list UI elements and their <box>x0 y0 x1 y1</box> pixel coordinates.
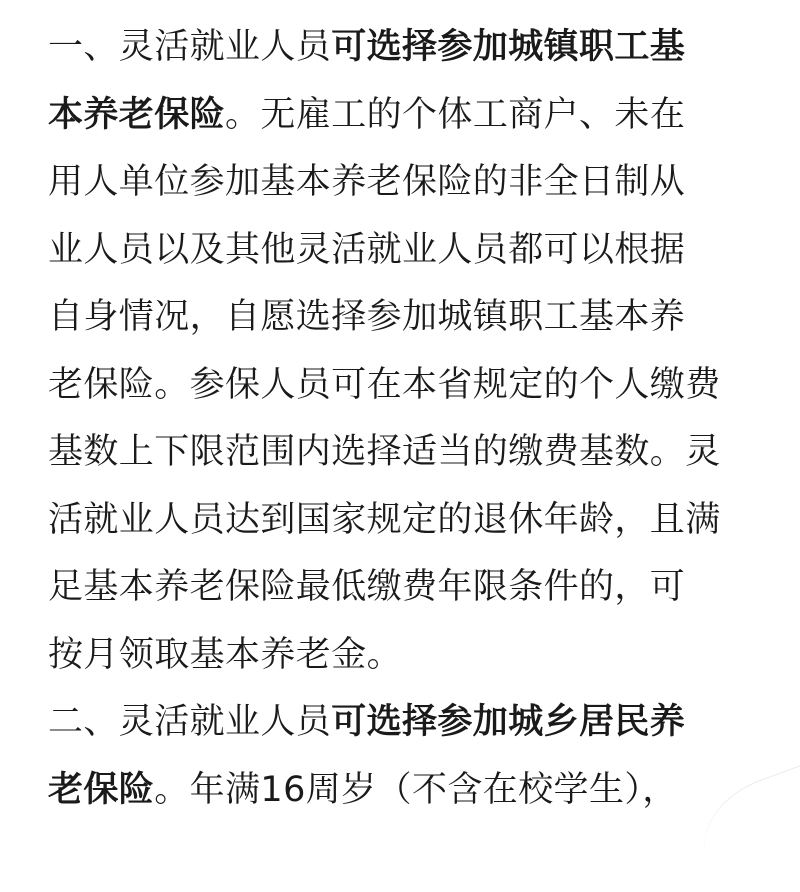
text-line <box>48 554 760 622</box>
text-run: 一、灵活就业人员 <box>48 27 332 67</box>
text-line <box>48 419 760 487</box>
text-line <box>48 352 760 420</box>
text-run: 按月领取基本养老金。 <box>48 634 403 675</box>
text-line <box>48 82 760 150</box>
text-run: 基数上下限范围内选择适当的缴费基数。灵 <box>48 432 721 472</box>
text-line <box>48 217 760 285</box>
text-line <box>48 14 760 82</box>
text-run: 。无雇工的个体工商户、未在 <box>225 94 686 135</box>
text-run: 活就业人员达到国家规定的退休年龄，且满 <box>48 499 721 540</box>
text-run: 足基本养老保险最低缴费年限条件的，可 <box>48 567 686 607</box>
paragraph-1 <box>48 14 760 689</box>
text-run: 用人单位参加基本养老保险的非全日制从 <box>48 162 686 202</box>
text-run: 业人员以及其他灵活就业人员都可以根据 <box>48 229 686 270</box>
text-run: 老保险。参保人员可在本省规定的个人缴费 <box>48 364 721 405</box>
bold-text-run: 可选择参加城镇职工基 <box>331 27 686 67</box>
text-run: 。年满16周岁（不含在校学生）， <box>154 769 678 810</box>
text-line <box>48 622 760 690</box>
paragraph-2 <box>48 689 760 824</box>
bold-text-run: 老保险 <box>48 769 155 810</box>
text-line <box>48 689 760 757</box>
text-line <box>48 149 760 217</box>
text-line <box>48 284 760 352</box>
text-run: 二、灵活就业人员 <box>48 702 332 742</box>
bold-text-run: 可选择参加城乡居民养 <box>331 702 686 742</box>
text-run: 自身情况，自愿选择参加城镇职工基本养 <box>48 297 686 337</box>
text-line <box>48 757 760 825</box>
document-body <box>48 14 760 824</box>
bold-text-run: 本养老保险 <box>48 94 226 135</box>
text-line <box>48 487 760 555</box>
